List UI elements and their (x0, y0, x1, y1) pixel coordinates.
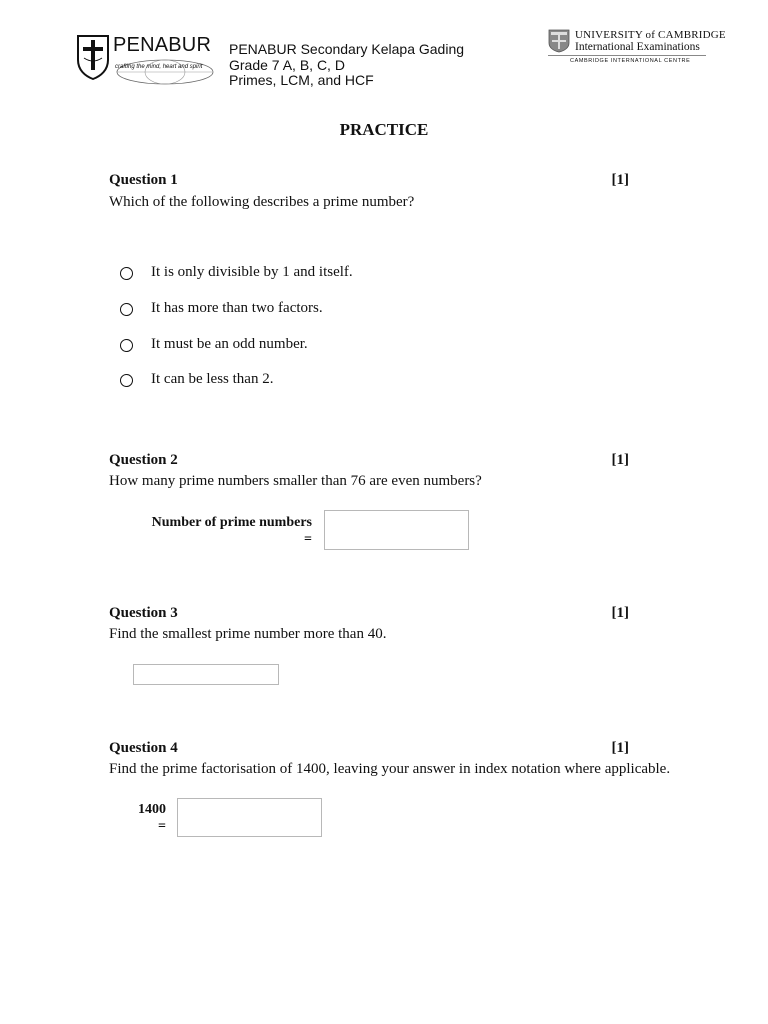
cambridge-subtitle: International Examinations (575, 41, 700, 53)
cambridge-divider (548, 55, 706, 56)
cambridge-logo (548, 29, 726, 69)
option-label: It has more than two factors. (151, 300, 323, 316)
question-1-marks: [1] (611, 172, 629, 188)
question-3-marks: [1] (611, 605, 629, 621)
question-3-title: Question 3 (109, 605, 178, 621)
question-4-text: Find the prime factorisation of 1400, leaving your answer in index notation where applicable. (109, 761, 671, 777)
question-4-answer-label (120, 801, 166, 835)
topic-line: Primes, LCM, and HCF (229, 72, 374, 88)
question-2-title: Question 2 (109, 452, 178, 468)
question-2-answer-label (120, 514, 312, 548)
grade-line: Grade 7 A, B, C, D (229, 56, 345, 73)
penabur-logo (75, 34, 215, 86)
school-name: PENABUR Secondary Kelapa Gading (229, 41, 465, 57)
question-4-answer-field[interactable] (177, 798, 322, 837)
question-3-answer-field[interactable] (133, 664, 279, 685)
radio-button[interactable] (120, 374, 133, 387)
question-1-text: Which of the following describes a prime number? (109, 194, 415, 210)
question-2-marks: [1] (611, 452, 629, 468)
radio-button[interactable] (120, 339, 133, 352)
question-2-text: How many prime numbers smaller than 76 are even numbers? (109, 473, 482, 489)
question-3-text: Find the smallest prime number more than 40. (109, 626, 387, 642)
question-1-title: Question 1 (109, 172, 178, 188)
cambridge-crest-icon (548, 29, 570, 53)
question-4-marks: [1] (611, 740, 629, 756)
answer-label-line1: 1400 (138, 802, 166, 817)
page-title: PRACTICE (339, 120, 429, 139)
option-label: It must be an odd number. (151, 336, 308, 352)
answer-label-line2: = (158, 819, 166, 834)
logo-name: PENABUR (113, 34, 212, 56)
question-4-title: Question 4 (109, 740, 178, 756)
school-info (229, 42, 464, 89)
cambridge-centre: CAMBRIDGE INTERNATIONAL CENTRE (570, 58, 691, 64)
cambridge-name: UNIVERSITY of CAMBRIDGE (575, 29, 726, 41)
option-label: It can be less than 2. (151, 371, 274, 387)
question-4-heading (109, 740, 629, 757)
answer-label-line1: Number of prime numbers (151, 515, 312, 530)
radio-button[interactable] (120, 267, 133, 280)
question-3-heading (109, 605, 629, 622)
question-2-heading (109, 452, 629, 469)
logo-tagline: crafting the mind, heart and spirit (115, 64, 203, 70)
radio-button[interactable] (120, 303, 133, 316)
answer-label-line2: = (304, 532, 312, 547)
question-1-heading (109, 172, 629, 189)
option-label: It is only divisible by 1 and itself. (151, 264, 353, 280)
globe-icon (105, 58, 215, 86)
question-2-answer-field[interactable] (324, 510, 469, 550)
